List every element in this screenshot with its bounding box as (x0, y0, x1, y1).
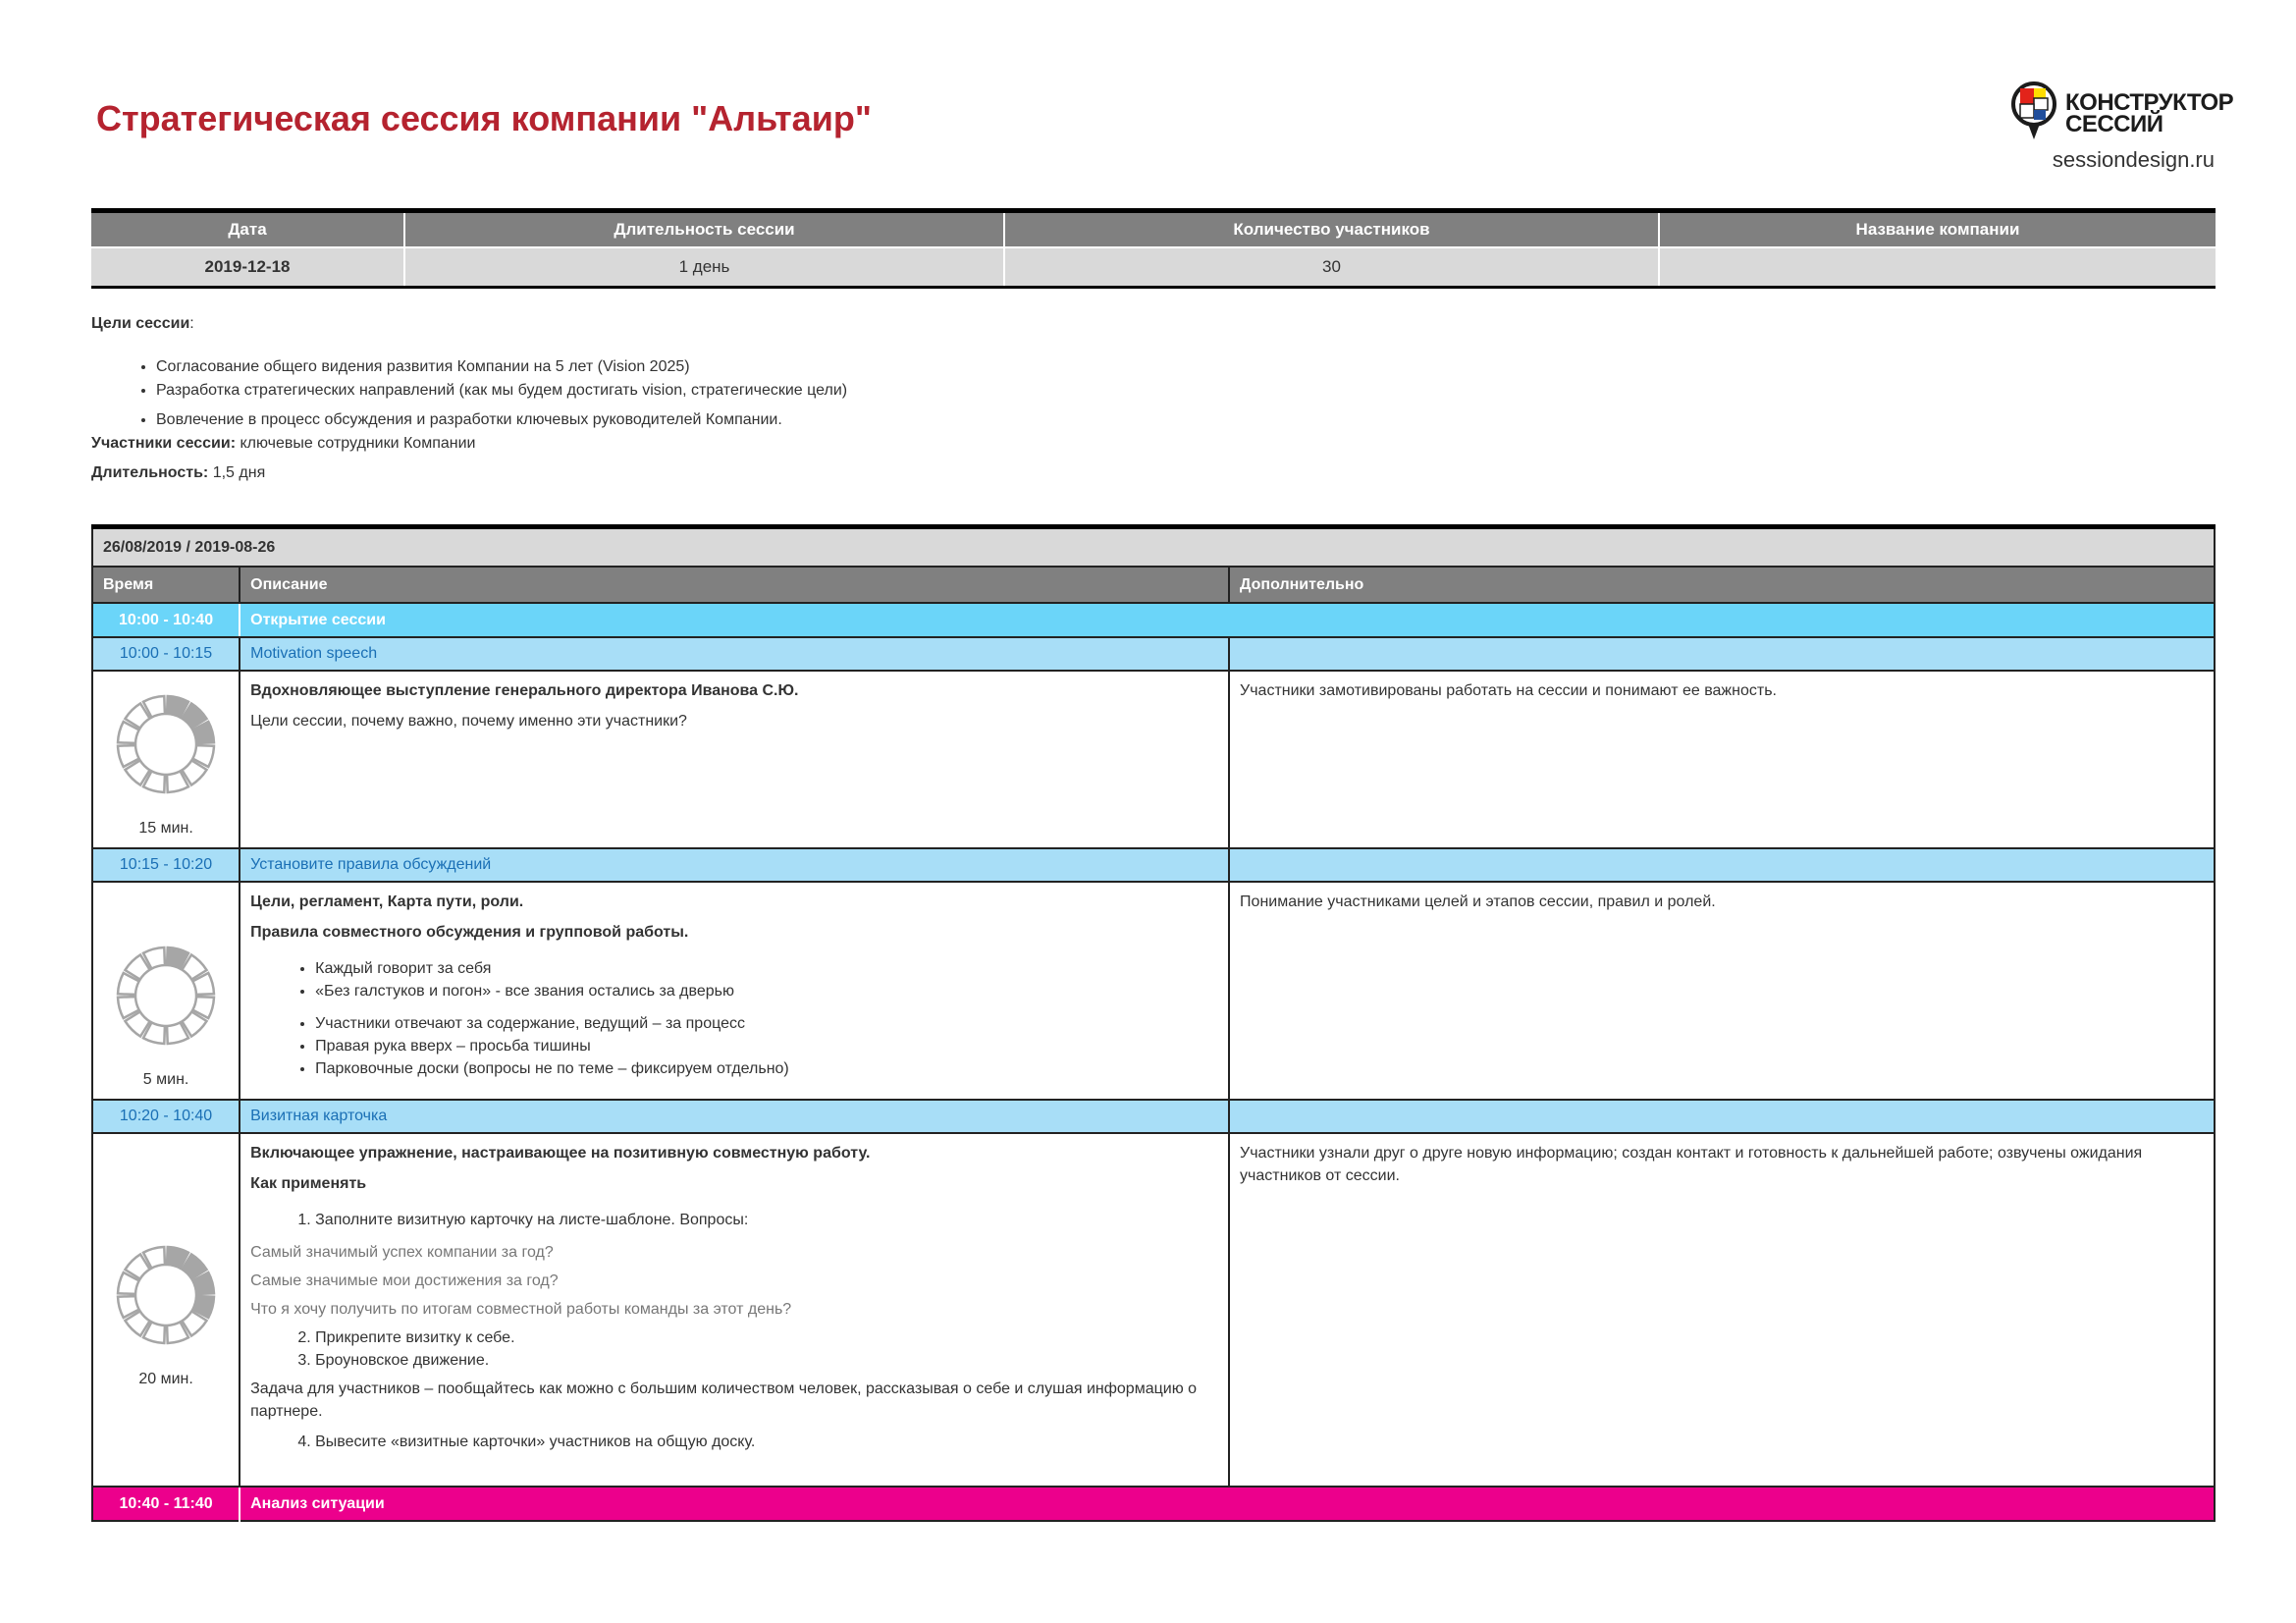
duration-line (91, 461, 2212, 485)
page-title: Стратегическая сессия компании "Альтаир" (96, 98, 872, 138)
col-extra: Дополнительно (1229, 567, 2215, 603)
block-time: 10:40 - 11:40 (92, 1487, 240, 1521)
participants-label: Участники сессии: (91, 435, 237, 452)
value-company (1659, 247, 2216, 288)
block-row-opening[interactable] (92, 603, 2215, 637)
item-time: 10:15 - 10:20 (92, 848, 240, 882)
item-duration: 15 мин. (138, 820, 193, 837)
block-time: 10:00 - 10:40 (92, 603, 240, 637)
task-text: Задача для участников – пообщайтесь как можно с большим количеством человек, рассказывая о себе и слушая информацию о партнере. (250, 1380, 1198, 1420)
goals-colon: : (189, 315, 194, 332)
participants-value: ключевые сотрудники Компании (236, 435, 476, 452)
item-body-rules (92, 882, 2215, 1100)
logo-text (2065, 89, 2234, 137)
col-description: Описание (240, 567, 1229, 603)
header-duration: Длительность сессии (404, 211, 1004, 248)
description-text: Цели сессии, почему важно, почему именно эти участники? (250, 713, 687, 730)
segment-clock-icon (115, 693, 217, 795)
goals-label: Цели сессии (91, 315, 190, 332)
item-description (240, 671, 1229, 848)
item-duration-cell (92, 671, 240, 848)
description-bold: Правила совместного обсуждения и групповой работы. (250, 924, 689, 941)
logo-icon (2010, 81, 2057, 143)
question-text: Самый значимый успех компании за год? (250, 1244, 554, 1261)
block-title: Открытие сессии (240, 603, 2215, 637)
description-bold: Вдохновляющее выступление генерального директора Иванова С.Ю. (250, 682, 799, 699)
block-title: Анализ ситуации (240, 1487, 2215, 1521)
goals-heading (91, 312, 2212, 336)
logo-line-2: СЕССИЙ (2065, 111, 2163, 137)
item-extra-empty (1229, 637, 2215, 671)
item-title: Визитная карточка (240, 1100, 1229, 1133)
item-description (240, 1133, 1229, 1487)
item-body-motivation (92, 671, 2215, 848)
steps-list (250, 1209, 1218, 1231)
agenda-header-row (92, 567, 2215, 603)
rule-item: • Правая рука вверх – просьба тишины (315, 1035, 1218, 1057)
rule-item: • Каждый говорит за себя (315, 957, 1218, 980)
step-item: 1. Заполните визитную карточку на листе-шаблоне. Вопросы: (315, 1209, 1218, 1231)
item-extra-empty (1229, 848, 2215, 882)
rule-item: • Парковочные доски (вопросы не по теме – фиксируем отдельно) (315, 1057, 1218, 1080)
steps-list-2 (250, 1326, 1218, 1372)
item-body-business-card (92, 1133, 2215, 1487)
site-link[interactable]: sessiondesign.ru (2052, 147, 2215, 172)
item-extra: Участники узнали друг о друге новую информацию; создан контакт и готовность к дальнейшей работе; озвучены ожидания участников от сессии. (1229, 1133, 2215, 1487)
segment-clock-icon (115, 945, 217, 1047)
participants-line (91, 432, 2212, 456)
description-bold: Как применять (250, 1175, 367, 1192)
agenda-date-row (92, 527, 2215, 568)
item-title: Установите правила обсуждений (240, 848, 1229, 882)
goal-item: • Вовлечение в процесс обсуждения и разработки ключевых руководителей Компании. (156, 408, 2212, 432)
item-duration-cell (92, 882, 240, 1100)
goal-item: • Разработка стратегических направлений (как мы будем достигать vision, стратегические цели) (156, 379, 2212, 403)
step-item: 2. Прикрепите визитку к себе. (315, 1326, 1218, 1349)
rule-item: • «Без галстуков и погон» - все звания остались за дверью (315, 980, 1218, 1002)
item-extra: Участники замотивированы работать на сессии и понимают ее важность. (1229, 671, 2215, 848)
item-duration: 5 мин. (142, 1071, 189, 1088)
steps-list-3 (250, 1431, 1218, 1453)
item-duration: 20 мин. (138, 1370, 193, 1387)
rules-list-2 (250, 1012, 1218, 1080)
logo-line-1: КОНСТРУКТОР (2065, 89, 2234, 116)
session-goals (91, 312, 2212, 485)
step-item: 3. Броуновское движение. (315, 1349, 1218, 1372)
item-duration-cell (92, 1133, 240, 1487)
col-time: Время (92, 567, 240, 603)
segment-clock-icon (115, 1244, 217, 1346)
item-extra: Понимание участниками целей и этапов сессии, правил и ролей. (1229, 882, 2215, 1100)
item-description (240, 882, 1229, 1100)
item-row-rules[interactable] (92, 848, 2215, 882)
question-text: Самые значимые мои достижения за год? (250, 1272, 559, 1289)
info-header-row (91, 211, 2216, 248)
question-text: Что я хочу получить по итогам совместной работы команды за этот день? (250, 1301, 792, 1318)
session-info-table (91, 208, 2216, 289)
description-bold: Включающее упражнение, настраивающее на позитивную совместную работу. (250, 1145, 871, 1162)
item-title: Motivation speech (240, 637, 1229, 671)
duration-value: 1,5 дня (208, 464, 266, 481)
item-row-motivation[interactable] (92, 637, 2215, 671)
agenda-table (91, 524, 2216, 1522)
value-duration: 1 день (404, 247, 1004, 288)
info-value-row (91, 247, 2216, 288)
goals-list (91, 355, 2212, 403)
item-time: 10:00 - 10:15 (92, 637, 240, 671)
value-participants: 30 (1004, 247, 1659, 288)
rules-list (250, 957, 1218, 1002)
step-item: 4. Вывесите «визитные карточки» участников на общую доску. (315, 1431, 1218, 1453)
value-date: 2019-12-18 (91, 247, 404, 288)
duration-label: Длительность: (91, 464, 209, 481)
agenda-date: 26/08/2019 / 2019-08-26 (92, 527, 2215, 568)
header-company: Название компании (1659, 211, 2216, 248)
item-row-business-card[interactable] (92, 1100, 2215, 1133)
item-extra-empty (1229, 1100, 2215, 1133)
goals-list-2 (91, 408, 2212, 432)
description-bold: Цели, регламент, Карта пути, роли. (250, 893, 524, 910)
item-time: 10:20 - 10:40 (92, 1100, 240, 1133)
goal-item: • Согласование общего видения развития Компании на 5 лет (Vision 2025) (156, 355, 2212, 379)
block-row-analysis[interactable] (92, 1487, 2215, 1521)
rule-item: • Участники отвечают за содержание, ведущий – за процесс (315, 1012, 1218, 1035)
header-participants: Количество участников (1004, 211, 1659, 248)
header-date: Дата (91, 211, 404, 248)
